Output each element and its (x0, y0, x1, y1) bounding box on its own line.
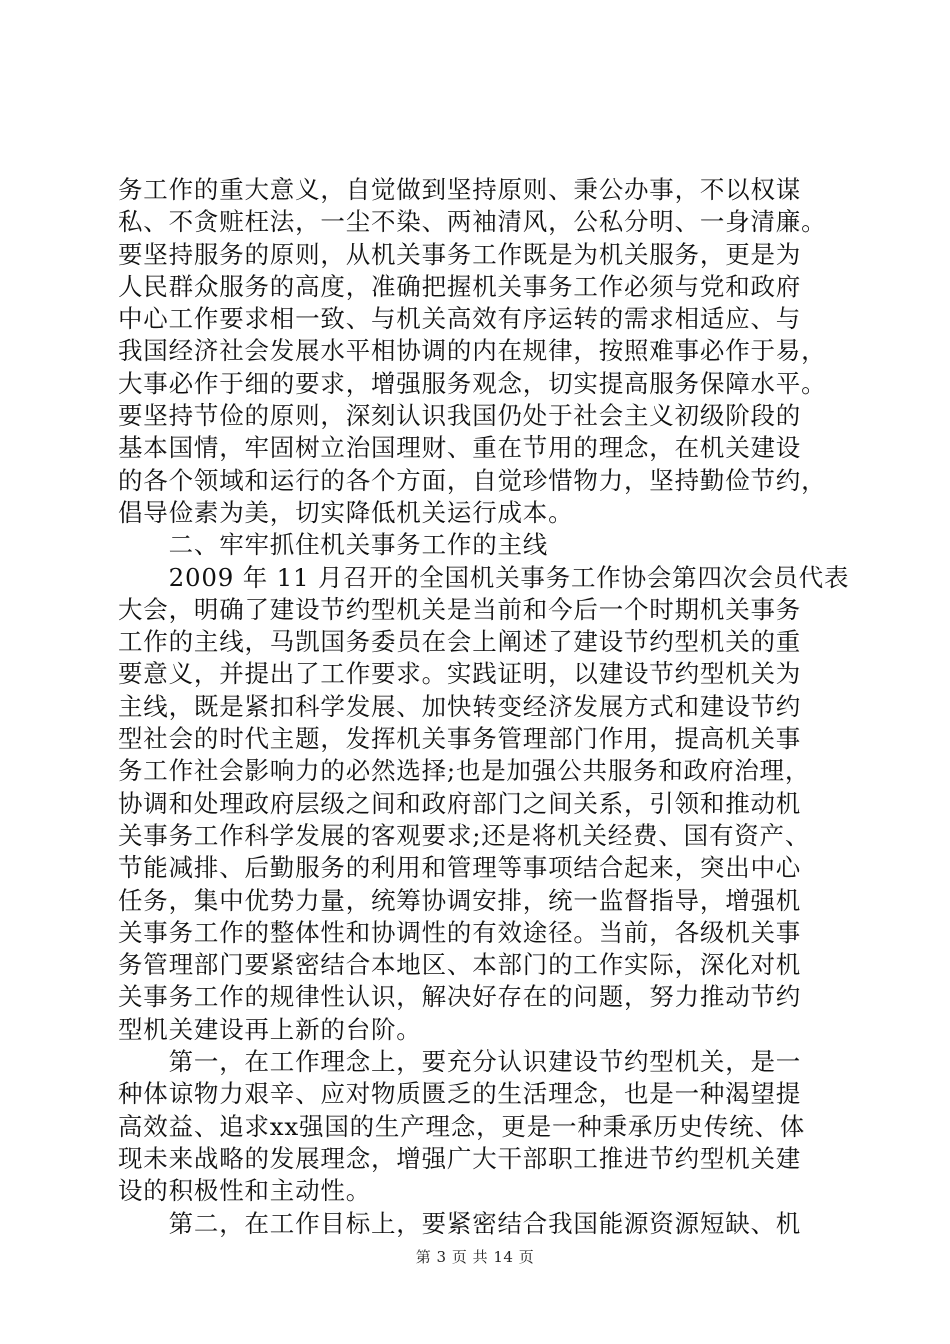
page-footer: 第 3 页 共 14 页 (415, 1248, 535, 1266)
text-line: 人民群众服务的高度，准确把握机关事务工作必须与党和政府 (118, 271, 802, 301)
text-line: 2009 年 11 月召开的全国机关事务工作协会第四次会员代表 (118, 562, 850, 592)
text-line: 工作的主线，马凯国务委员在会上阐述了建设节约型机关的重 (118, 627, 802, 657)
text-line: 关事务工作的整体性和协调性的有效途径。当前，各级机关事 (118, 917, 802, 947)
text-line: 我国经济社会发展水平相协调的内在规律，按照难事必作于易， (118, 336, 827, 366)
text-line: 大事必作于细的要求，增强服务观念，切实提高服务保障水平。 (118, 368, 827, 398)
text-line: 的各个领域和运行的各个方面，自觉珍惜物力，坚持勤俭节约， (118, 465, 827, 495)
text-line: 节能减排、后勤服务的利用和管理等事项结合起来，突出中心 (118, 853, 802, 883)
text-line: 关事务工作的规律性认识，解决好存在的问题，努力推动节约 (118, 982, 802, 1012)
text-line: 要坚持节俭的原则，深刻认识我国仍处于社会主义初级阶段的 (118, 401, 802, 431)
text-line: 型机关建设再上新的台阶。 (118, 1014, 422, 1044)
text-line: 要坚持服务的原则，从机关事务工作既是为机关服务，更是为 (118, 239, 802, 269)
text-line: 第一，在工作理念上，要充分认识建设节约型机关，是一 (118, 1047, 802, 1077)
text-line: 倡导俭素为美，切实降低机关运行成本。 (118, 497, 574, 527)
text-line: 高效益、追求xx强国的生产理念，更是一种秉承历史传统、体 (118, 1111, 806, 1141)
text-line: 务管理部门要紧密结合本地区、本部门的工作实际，深化对机 (118, 950, 802, 980)
text-line: 关事务工作科学发展的客观要求;还是将机关经费、国有资产、 (118, 820, 811, 850)
text-line: 要意义，并提出了工作要求。实践证明，以建设节约型机关为 (118, 659, 802, 689)
text-line: 设的积极性和主动性。 (118, 1176, 371, 1206)
text-line: 中心工作要求相一致、与机关高效有序运转的需求相适应、与 (118, 304, 802, 334)
text-line: 第二，在工作目标上，要紧密结合我国能源资源短缺、机 (118, 1208, 802, 1238)
text-line: 务工作社会影响力的必然选择;也是加强公共服务和政府治理， (118, 756, 811, 786)
text-line: 务工作的重大意义，自觉做到坚持原则、秉公办事，不以权谋 (118, 175, 802, 204)
text-line: 现未来战略的发展理念，增强广大干部职工推进节约型机关建 (118, 1143, 802, 1173)
text-line: 协调和处理政府层级之间和政府部门之间关系，引领和推动机 (118, 788, 802, 818)
text-line: 任务，集中优势力量，统筹协调安排，统一监督指导，增强机 (118, 885, 802, 915)
text-line: 大会，明确了建设节约型机关是当前和今后一个时期机关事务 (118, 594, 802, 624)
text-line: 主线，既是紧扣科学发展、加快转变经济发展方式和建设节约 (118, 691, 802, 721)
text-line: 种体谅物力艰辛、应对物质匮乏的生活理念，也是一种渴望提 (118, 1079, 802, 1109)
text-line: 二、牢牢抓住机关事务工作的主线 (118, 530, 549, 560)
text-line: 基本国情，牢固树立治国理财、重在节用的理念，在机关建设 (118, 433, 802, 463)
document-body (118, 174, 850, 1240)
text-line: 型社会的时代主题，发挥机关事务管理部门作用，提高机关事 (118, 724, 802, 754)
text-line: 私、不贪赃枉法，一尘不染、两袖清风，公私分明、一身清廉。 (118, 207, 827, 237)
